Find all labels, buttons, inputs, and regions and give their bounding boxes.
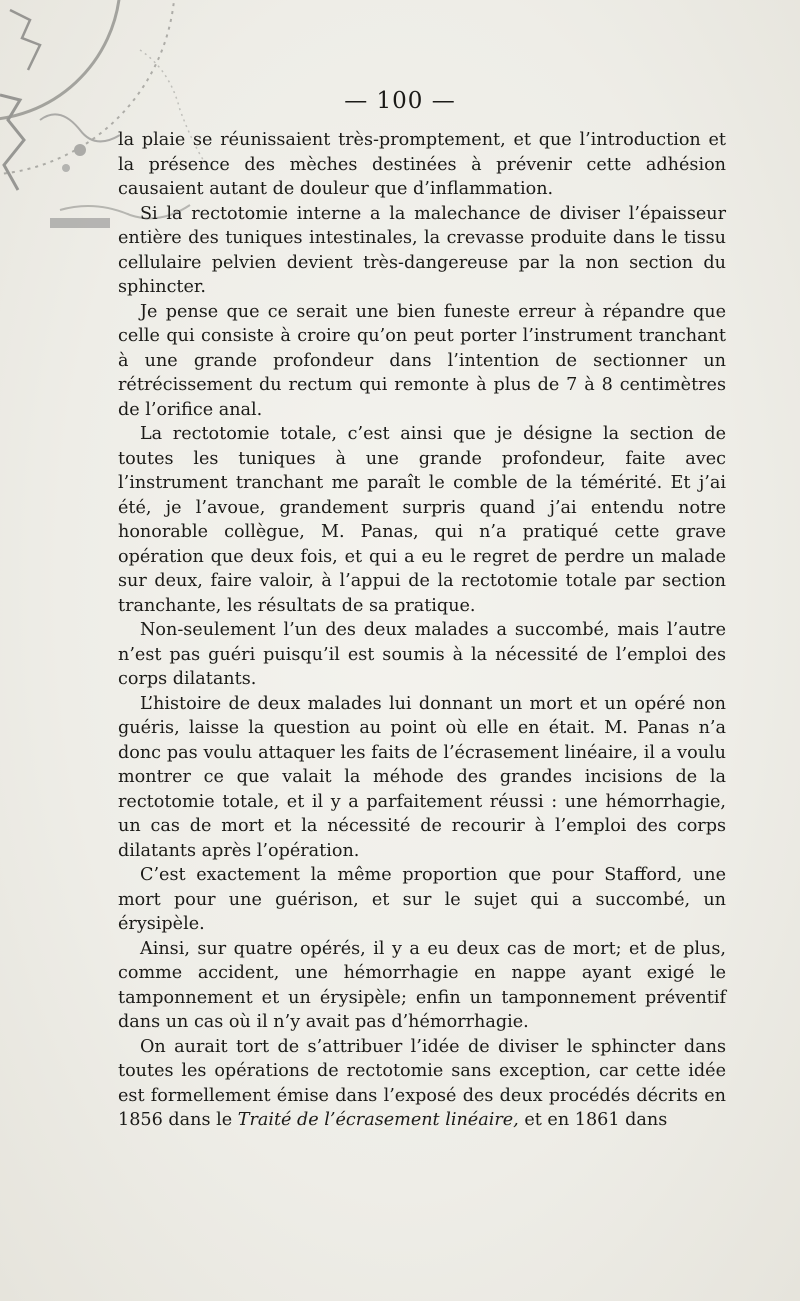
paragraph: Non-seulement l’un des deux malades a succombé, mais l’autre n’est pas guéri puisqu’il est soumis à la nécessité de l’emploi des corps dilatants. — [118, 620, 726, 689]
paragraph: Je pense que ce serait une bien funeste erreur à répandre que celle qui consiste à croire qu’on peut porter l’instrument tranchant à une grande profondeur dans l’intention de sectionner un rétrécissement du rectum qui remonte à plus de 7 à 8 centimètres de l’orifice anal. — [118, 301, 726, 420]
book-title: Traité de l’écrasement linéaire, — [237, 1110, 519, 1130]
paragraph: la plaie se réunissaient très-promptement, et que l’introduction et la présence des mèches destinées à prévenir cette adhésion causaient autant de douleur que d’inflammation. — [118, 130, 726, 199]
paragraph-last-tail: et en 1861 dans — [518, 1110, 668, 1130]
paragraph-last-text: On aurait tort de s’attribuer l’idée de diviser le sphincter dans toutes les opérations de rectotomie sans exception, car cette idée est formellement émise dans l’exposé des deux procédés décrits en 1856 dans le — [118, 1036, 726, 1130]
paragraph: C’est exactement la même proportion que pour Stafford, une mort pour une guérison, et sur le sujet qui a succombé, un érysipèle. — [118, 865, 726, 934]
paragraph: Si la rectotomie interne a la malechance de diviser l’épaisseur entière des tuniques intestinales, la crevasse produite dans le tissu cellulaire pelvien devient très-dangereuse par la non section du sphincter. — [118, 203, 726, 297]
paragraph: La rectotomie totale, c’est ainsi que je désigne la section de toutes les tuniques à une grande profondeur, faite avec l’instrument tranchant me paraît le comble de la témérité. Et j’ai été, je l’avoue, grandement surpris quand j’ai entendu notre honorable collègue, M. Panas, qui n’a pratiqué cette grave opération que deux fois, et qui a eu le regret de perdre un malade sur deux, faire valoir, à l’appui de la rectotomie totale par section tranchante, les résultats de sa pratique. — [118, 424, 726, 616]
paragraph: Ainsi, sur quatre opérés, il y a eu deux cas de mort; et de plus, comme accident, une hémorrhagie en nappe ayant exigé le tamponnement et un érysipèle; enfin un tamponnement préventif dans un cas où il n’y avait pas d’hémorrhagie. — [118, 938, 726, 1032]
page-number: — 100 — — [344, 88, 456, 114]
paragraph: L’histoire de deux malades lui donnant un mort et un opéré non guéris, laisse la question au point où elle en était. M. Panas n’a donc pas voulu attaquer les faits de l’écrasement linéaire, il a voulu montrer ce que valait la méhode des grandes incisions de la rectotomie totale, et il y a parfaitement réussi : une hémorrhagie, un cas de mort et la nécessité de recourir à l’emploi des corps dilatants après l’opération. — [118, 693, 726, 861]
body-text — [118, 128, 726, 1133]
paragraph-last — [118, 1035, 726, 1133]
